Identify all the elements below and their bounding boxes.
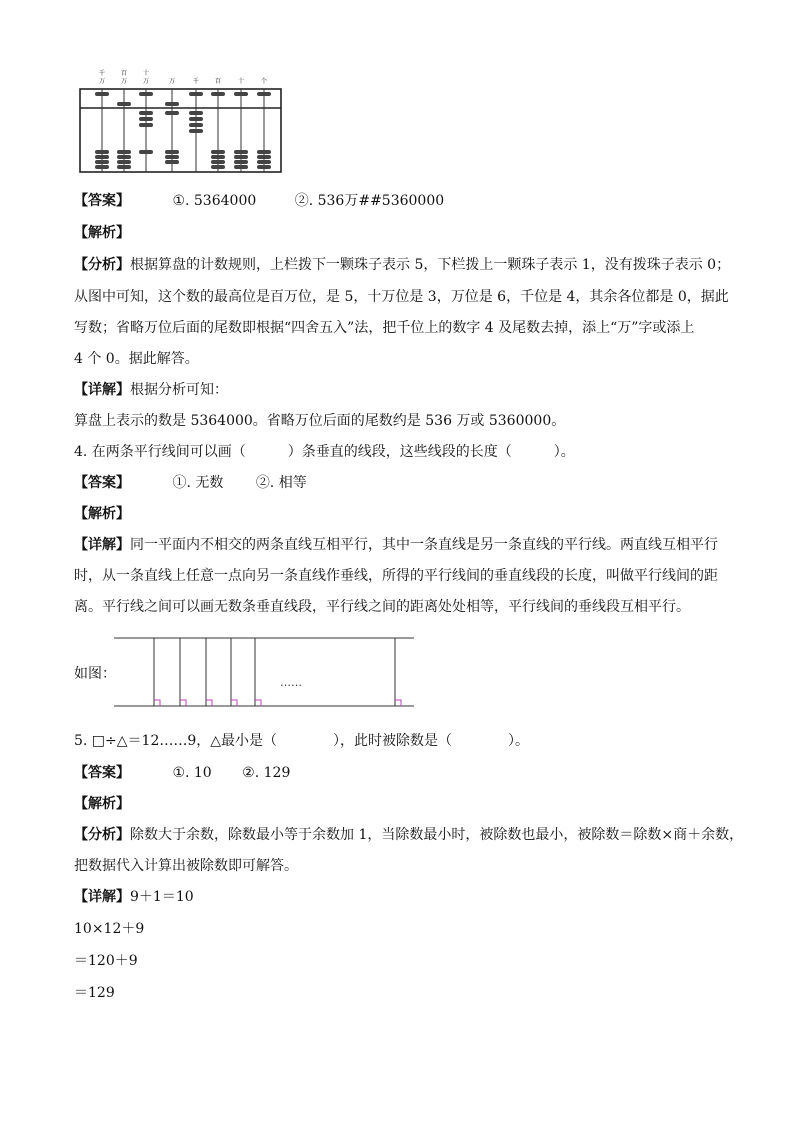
q5-question: 5. □÷△＝12……9，△最小是（ ），此时被除数是（ ）。: [74, 733, 530, 749]
q4-detail-line2: 时，从一条直线上任意一点向另一条直线作垂线，所得的平行线间的垂直线段的长度，叫做平行线间的距: [74, 568, 718, 584]
abacus-bead: [139, 150, 153, 154]
abacus-bead: [234, 150, 248, 154]
q3-fenxi-line2: 从图中可知，这个数的最高位是百万位，是 5，十万位是 3，万位是 6，千位是 4，其余各位都是 0，据此: [74, 289, 729, 305]
detail-tag: 【详解】: [74, 889, 130, 905]
answer-2: ②. 536万##5360000: [294, 193, 445, 209]
answer-2: ②. 129: [242, 765, 291, 781]
right-angle-mark: [395, 700, 401, 706]
abacus-label: 万: [120, 78, 128, 85]
figure-label: 如图：: [74, 666, 116, 682]
abacus-bead: [211, 155, 225, 159]
q3-detail-line1: [74, 380, 228, 400]
abacus-bead: [95, 92, 109, 96]
abacus-label: 千: [98, 70, 106, 77]
q5-detail-line1: [74, 887, 194, 907]
right-angle-mark: [206, 700, 212, 706]
fenxi-tag: 【分析】: [74, 257, 130, 273]
abacus-rods: [95, 89, 271, 172]
abacus-label: 百: [214, 78, 222, 85]
q4-detail-line1: [74, 535, 718, 555]
abacus-bead: [117, 150, 131, 154]
abacus-bead: [189, 123, 203, 127]
right-angle-mark: [231, 700, 237, 706]
abacus-bead: [189, 117, 203, 121]
fenxi-text: 除数大于余数，除数最小等于余数加 1，当除数最小时，被除数也最小，被除数＝除数×商＋余数，: [130, 827, 744, 843]
answer-tag: 【答案】: [74, 193, 130, 209]
fenxi-text: 根据算盘的计数规则，上栏拨下一颗珠子表示 5，下栏拨上一颗珠子表示 1，没有拨珠子表示 0；: [130, 257, 731, 273]
parallel-lines-figure: [110, 632, 420, 712]
abacus-bead: [117, 165, 131, 169]
abacus-bead: [165, 155, 179, 159]
abacus-bead: [211, 165, 225, 169]
answer-tag: 【答案】: [74, 475, 130, 491]
q3-answer-row: [74, 191, 444, 211]
abacus-bead: [189, 129, 203, 133]
fenxi-tag: 【分析】: [74, 827, 130, 843]
abacus-label: 十: [142, 70, 150, 77]
detail-tag: 【详解】: [74, 382, 130, 398]
abacus-bead: [165, 150, 179, 154]
abacus-bead: [257, 92, 271, 96]
answer-1: ①. 5364000: [172, 193, 257, 209]
abacus-bead: [189, 111, 203, 115]
answer-2: ②. 相等: [255, 475, 307, 491]
detail-text: 同一平面内不相交的两条直线互相平行，其中一条直线是另一条直线的平行线。两直线互相平行: [130, 537, 718, 553]
abacus-bead: [211, 92, 225, 96]
abacus-label: 十: [237, 78, 245, 85]
abacus-label: 个: [260, 78, 268, 85]
detail-text: 9＋1＝10: [130, 889, 194, 905]
q4-analysis-tag: 【解析】: [74, 506, 130, 522]
q3-analysis-tag: 【解析】: [74, 225, 130, 241]
abacus-place-labels: [99, 69, 267, 85]
abacus-bead: [234, 155, 248, 159]
abacus-bead: [211, 150, 225, 154]
abacus-bead: [211, 160, 225, 164]
abacus-bead: [117, 102, 131, 106]
q5-calc-2: ＝120＋9: [74, 953, 138, 969]
detail-text: 根据分析可知：: [130, 382, 228, 398]
abacus-bead: [165, 111, 179, 115]
abacus-label: 万: [168, 78, 176, 85]
abacus-bead: [234, 165, 248, 169]
abacus-bead: [165, 160, 179, 164]
abacus-label: 万: [142, 78, 150, 85]
abacus-bead: [234, 160, 248, 164]
abacus-bead: [139, 92, 153, 96]
q3-fenxi-line3: 写数；省略万位后面的尾数即根据“四舍五入”法，把千位上的数字 4 及尾数去掉，添上“万”字或添上: [74, 320, 695, 336]
answer-1: ①. 无数: [172, 475, 224, 491]
abacus-bead: [139, 123, 153, 127]
abacus-bead: [117, 155, 131, 159]
abacus-bead: [139, 117, 153, 121]
q5-calc-3: ＝129: [74, 985, 115, 1001]
abacus-bead: [95, 155, 109, 159]
right-angle-mark: [255, 700, 261, 706]
q3-fenxi-line1: [74, 255, 730, 275]
abacus-bead: [257, 155, 271, 159]
detail-tag: 【详解】: [74, 537, 130, 553]
abacus-bead: [95, 165, 109, 169]
perpendicular-segments: [154, 638, 401, 706]
q5-calc-1: 10×12＋9: [74, 921, 145, 937]
q3-fenxi-line4: 4 个 0。据此解答。: [74, 351, 199, 367]
figure-dots: ……: [280, 676, 302, 689]
right-angle-mark: [180, 700, 186, 706]
answer-tag: 【答案】: [74, 765, 130, 781]
q5-fenxi-line1: [74, 825, 743, 845]
right-angle-mark: [154, 700, 160, 706]
abacus-bead: [234, 92, 248, 96]
abacus-bead: [257, 165, 271, 169]
answer-1: ①. 10: [172, 765, 212, 781]
q5-answer-row: [74, 763, 290, 783]
abacus-bead: [165, 102, 179, 106]
q3-detail-line2: 算盘上表示的数是 5364000。省略万位后面的尾数约是 536 万或 5360000。: [74, 413, 566, 429]
abacus-bead: [257, 150, 271, 154]
abacus-label: 万: [98, 78, 106, 85]
abacus-label: 百: [120, 70, 128, 77]
abacus-bead: [117, 160, 131, 164]
abacus-bead: [257, 160, 271, 164]
q5-analysis-tag: 【解析】: [74, 796, 130, 812]
abacus-label: 千: [192, 78, 200, 85]
abacus-figure: [78, 68, 284, 174]
q4-detail-line3: 离。平行线之间可以画无数条垂直线段，平行线之间的距离处处相等，平行线间的垂线段互相平行。: [74, 599, 690, 615]
abacus-bead: [139, 111, 153, 115]
q4-answer-row: [74, 473, 307, 493]
q4-question: 4. 在两条平行线间可以画（ ）条垂直的线段，这些线段的长度（ ）。: [74, 444, 575, 460]
abacus-bead: [189, 92, 203, 96]
abacus-bead: [95, 150, 109, 154]
q5-fenxi-line2: 把数据代入计算出被除数即可解答。: [74, 858, 298, 874]
abacus-bead: [95, 160, 109, 164]
